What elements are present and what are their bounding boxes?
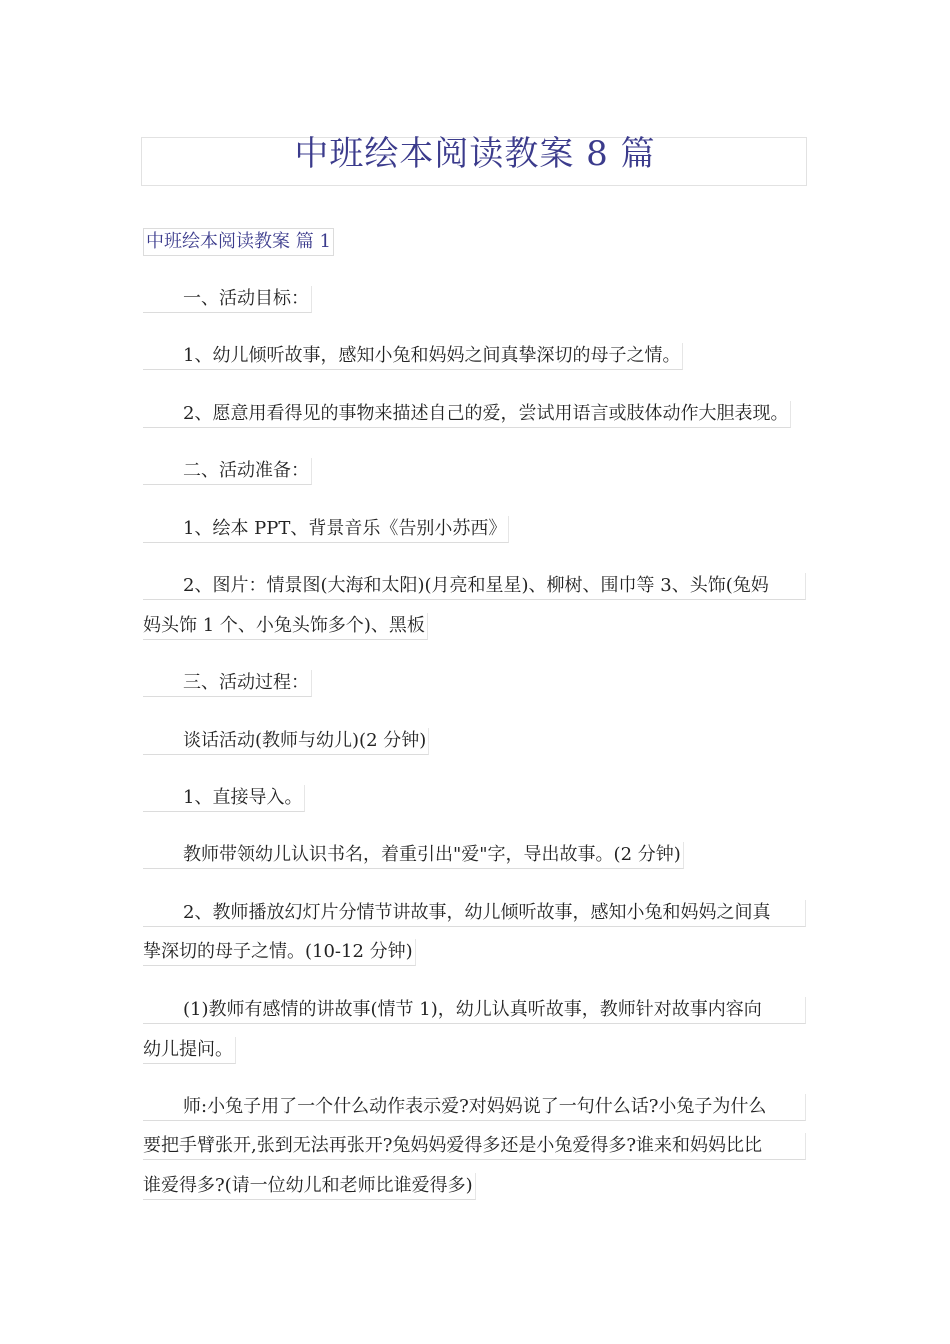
paragraph-line: 2、愿意用看得见的事物来描述自己的爱，尝试用语言或肢体动作大胆表现。 bbox=[143, 401, 791, 428]
paragraph-line: (1)教师有感情的讲故事(情节 1)，幼儿认真听故事，教师针对故事内容向 bbox=[143, 997, 806, 1024]
paragraph-line: 妈头饰 1 个、小兔头饰多个)、黑板 bbox=[143, 613, 428, 640]
paragraph-line: 二、活动准备： bbox=[143, 458, 312, 485]
paragraph-line: 一、活动目标： bbox=[143, 286, 312, 313]
paragraph-line: 1、幼儿倾听故事，感知小兔和妈妈之间真挚深切的母子之情。 bbox=[143, 343, 683, 370]
page-title: 中班绘本阅读教案 8 篇 bbox=[294, 134, 656, 174]
paragraph-line: 2、教师播放幻灯片分情节讲故事，幼儿倾听故事，感知小兔和妈妈之间真 bbox=[143, 900, 806, 927]
paragraph-line: 1、直接导入。 bbox=[143, 785, 305, 812]
paragraph-line: 谈话活动(教师与幼儿)(2 分钟) bbox=[143, 728, 429, 755]
paragraph-line: 三、活动过程： bbox=[143, 670, 312, 697]
paragraph-line: 挚深切的母子之情。(10-12 分钟) bbox=[143, 939, 416, 966]
paragraph-line: 谁爱得多?(请一位幼儿和老师比谁爱得多) bbox=[143, 1173, 476, 1200]
paragraph-line: 幼儿提问。 bbox=[143, 1037, 236, 1064]
paragraph-line: 2、图片：情景图(大海和太阳)(月亮和星星)、柳树、围巾等 3、头饰(兔妈 bbox=[143, 573, 806, 600]
paragraph-line: 教师带领幼儿认识书名，着重引出"爱"字，导出故事。(2 分钟) bbox=[143, 842, 684, 869]
paragraph-line: 1、绘本 PPT、背景音乐《告别小苏西》 bbox=[143, 516, 509, 543]
section-heading: 中班绘本阅读教案 篇 1 bbox=[143, 228, 334, 256]
paragraph-line: 要把手臂张开,张到无法再张开?兔妈妈爱得多还是小兔爱得多?谁来和妈妈比比 bbox=[143, 1133, 806, 1160]
paragraph-line: 师:小兔子用了一个什么动作表示爱?对妈妈说了一句什么话?小兔子为什么 bbox=[143, 1094, 806, 1121]
